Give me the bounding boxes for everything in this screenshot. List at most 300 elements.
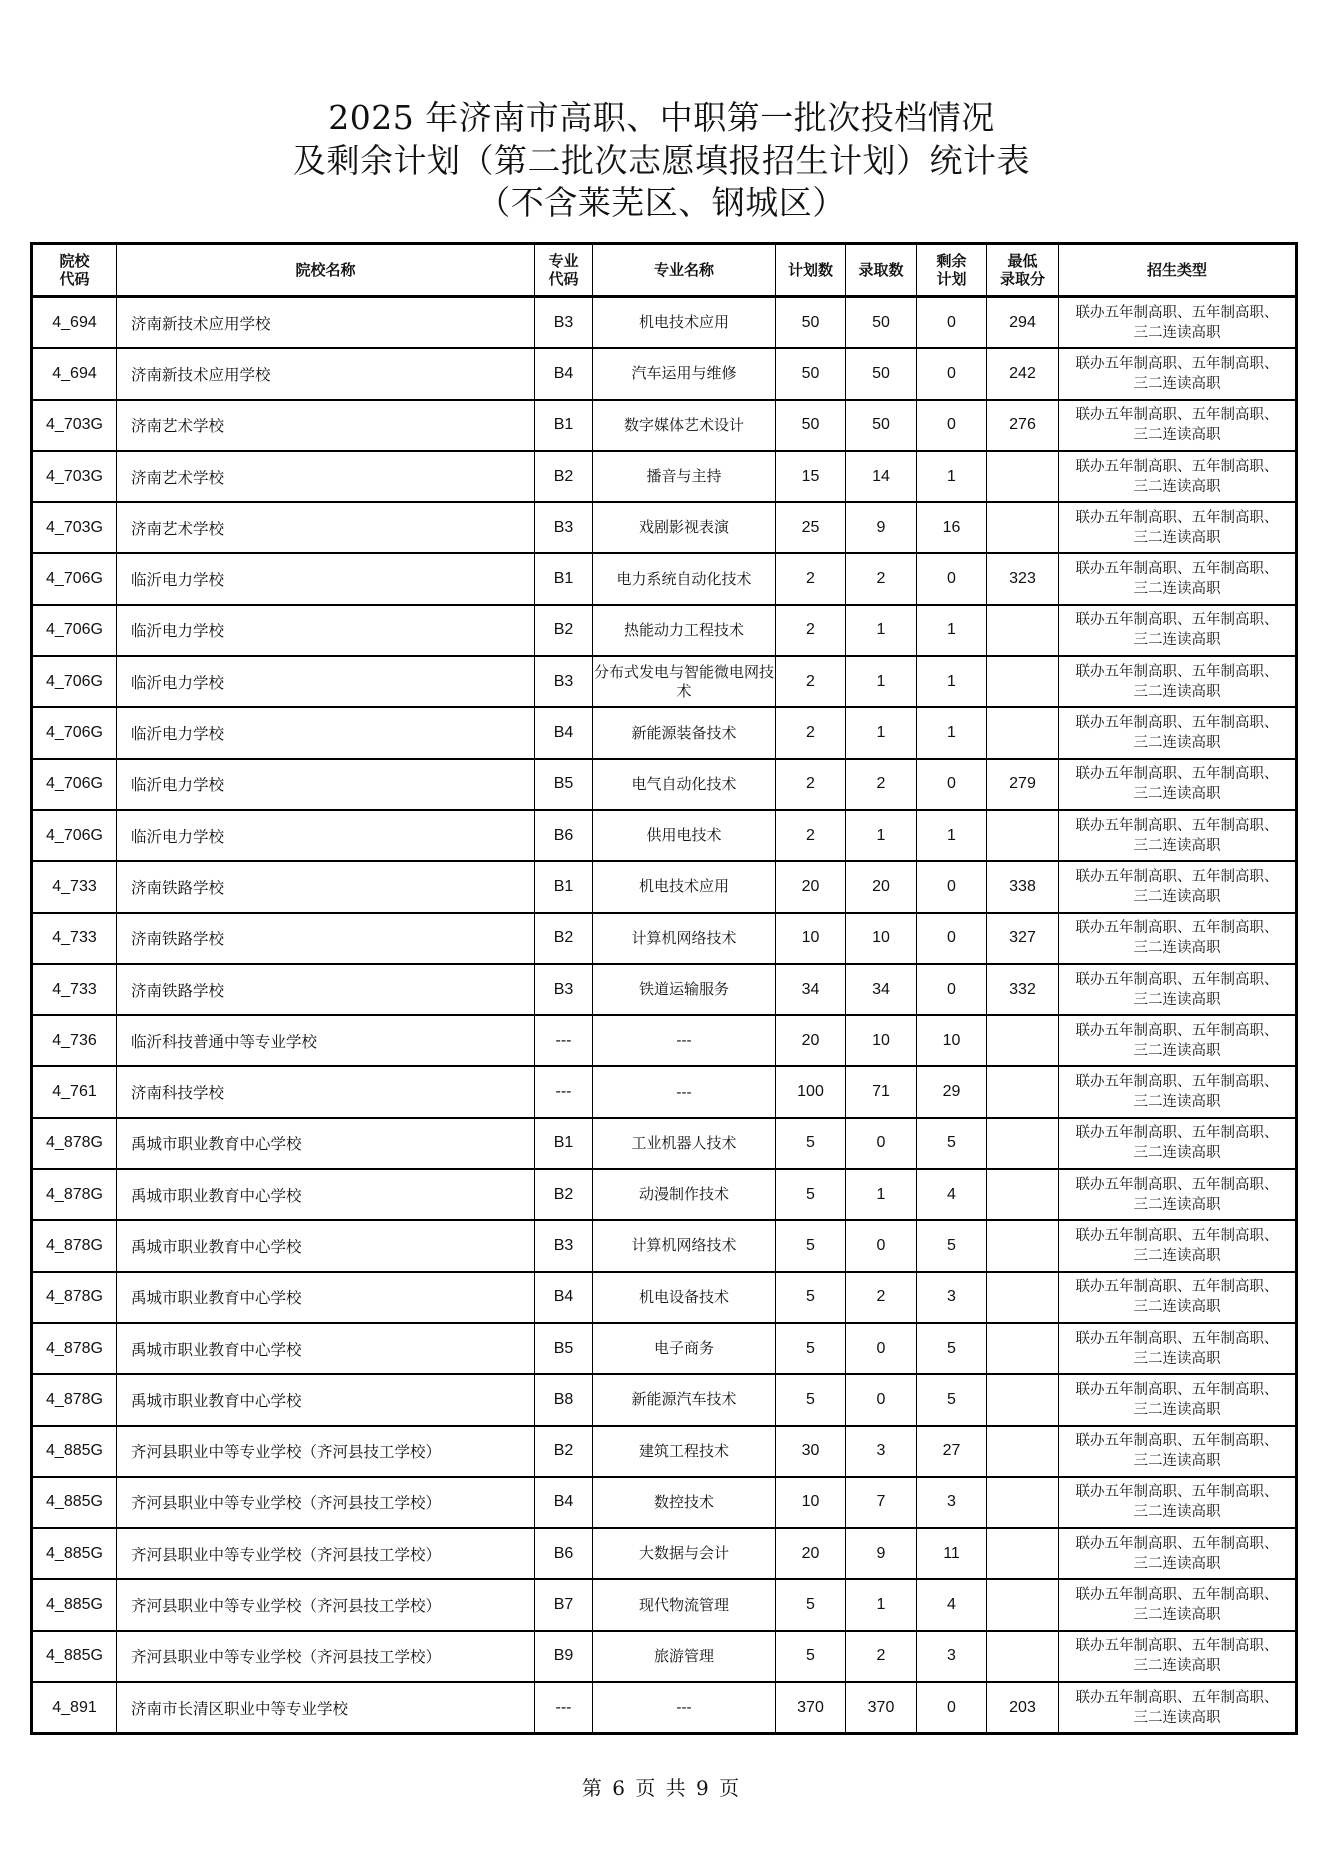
table-row <box>32 1015 1297 1066</box>
major-code-cell: B9 <box>535 1631 593 1682</box>
major-code-cell: B1 <box>535 553 593 604</box>
header-min-score: 最低 录取分 <box>987 244 1059 297</box>
table-row <box>32 1272 1297 1323</box>
enrollment-type-cell <box>1059 1426 1297 1477</box>
school-name-cell: 济南艺术学校 <box>117 400 535 451</box>
plan-count-cell: 20 <box>776 861 846 912</box>
plan-count-cell: 50 <box>776 400 846 451</box>
admitted-count-cell: 0 <box>846 1323 917 1374</box>
table-row <box>32 1426 1297 1477</box>
major-name-cell: 计算机网络技术 <box>593 913 776 964</box>
school-code-cell: 4_891 <box>32 1682 117 1734</box>
min-score-cell <box>987 1015 1059 1066</box>
enrollment-type-line-2: 三二连读高职 <box>1133 735 1221 752</box>
enrollment-type-cell <box>1059 297 1297 349</box>
school-name-cell: 临沂电力学校 <box>117 553 535 604</box>
admitted-count-cell: 2 <box>846 1272 917 1323</box>
enrollment-type-line-1: 联办五年制高职、五年制高职、 <box>1075 612 1279 629</box>
remaining-count-cell: 11 <box>917 1528 987 1579</box>
enrollment-type-cell <box>1059 1118 1297 1169</box>
major-name-cell: 戏剧影视表演 <box>593 502 776 553</box>
major-code-cell: B1 <box>535 400 593 451</box>
admitted-count-cell: 2 <box>846 553 917 604</box>
plan-count-cell: 10 <box>776 913 846 964</box>
table-row <box>32 605 1297 656</box>
min-score-cell <box>987 707 1059 758</box>
major-code-cell: B3 <box>535 502 593 553</box>
school-code-cell: 4_885G <box>32 1426 117 1477</box>
school-name-cell: 禹城市职业教育中心学校 <box>117 1323 535 1374</box>
remaining-count-cell: 0 <box>917 297 987 349</box>
school-name-cell: 禹城市职业教育中心学校 <box>117 1169 535 1220</box>
enrollment-type-cell <box>1059 1220 1297 1271</box>
table-row <box>32 297 1297 349</box>
admitted-count-cell: 71 <box>846 1066 917 1117</box>
enrollment-type-line-2: 三二连读高职 <box>1133 1042 1221 1059</box>
remaining-count-cell: 4 <box>917 1579 987 1630</box>
table-row <box>32 759 1297 810</box>
admission-table-container <box>30 242 1295 1735</box>
major-name-cell: 热能动力工程技术 <box>593 605 776 656</box>
plan-count-cell: 20 <box>776 1528 846 1579</box>
major-code-cell: --- <box>535 1682 593 1734</box>
enrollment-type-cell <box>1059 553 1297 604</box>
enrollment-type-cell <box>1059 1272 1297 1323</box>
plan-count-cell: 5 <box>776 1118 846 1169</box>
min-score-cell <box>987 1528 1059 1579</box>
school-name-cell: 济南铁路学校 <box>117 861 535 912</box>
major-code-cell: B1 <box>535 1118 593 1169</box>
admitted-count-cell: 2 <box>846 759 917 810</box>
school-name-cell: 临沂电力学校 <box>117 810 535 861</box>
major-name-cell: 供用电技术 <box>593 810 776 861</box>
major-code-cell: B4 <box>535 348 593 399</box>
enrollment-type-line-2: 三二连读高职 <box>1133 1709 1221 1726</box>
min-score-cell: 338 <box>987 861 1059 912</box>
major-name-cell: 分布式发电与智能微电网技术 <box>593 656 776 707</box>
enrollment-type-line-1: 联办五年制高职、五年制高职、 <box>1075 817 1279 834</box>
enrollment-type-line-1: 联办五年制高职、五年制高职、 <box>1075 1638 1279 1655</box>
plan-count-cell: 2 <box>776 553 846 604</box>
enrollment-type-cell <box>1059 502 1297 553</box>
remaining-count-cell: 0 <box>917 964 987 1015</box>
remaining-count-cell: 5 <box>917 1118 987 1169</box>
school-code-cell: 4_706G <box>32 553 117 604</box>
major-name-cell: 电气自动化技术 <box>593 759 776 810</box>
major-name-cell: --- <box>593 1015 776 1066</box>
page-title-line-2: 及剩余计划（第二批次志愿填报招生计划）统计表 <box>293 141 1030 180</box>
remaining-count-cell: 27 <box>917 1426 987 1477</box>
major-name-cell: 动漫制作技术 <box>593 1169 776 1220</box>
major-code-cell: B2 <box>535 1426 593 1477</box>
remaining-count-cell: 4 <box>917 1169 987 1220</box>
enrollment-type-line-2: 三二连读高职 <box>1133 1145 1221 1162</box>
major-name-cell: 汽车运用与维修 <box>593 348 776 399</box>
admitted-count-cell: 9 <box>846 1528 917 1579</box>
remaining-count-cell: 3 <box>917 1477 987 1528</box>
enrollment-type-cell <box>1059 964 1297 1015</box>
min-score-cell <box>987 1169 1059 1220</box>
major-name-cell: 机电技术应用 <box>593 297 776 349</box>
min-score-cell <box>987 605 1059 656</box>
enrollment-type-line-2: 三二连读高职 <box>1133 1196 1221 1213</box>
min-score-cell: 332 <box>987 964 1059 1015</box>
school-code-cell: 4_885G <box>32 1631 117 1682</box>
min-score-cell: 276 <box>987 400 1059 451</box>
min-score-cell <box>987 1323 1059 1374</box>
min-score-cell: 242 <box>987 348 1059 399</box>
plan-count-cell: 100 <box>776 1066 846 1117</box>
admitted-count-cell: 1 <box>846 1579 917 1630</box>
enrollment-type-cell <box>1059 707 1297 758</box>
table-row <box>32 1169 1297 1220</box>
header-remaining: 剩余 计划 <box>917 244 987 297</box>
min-score-cell: 279 <box>987 759 1059 810</box>
school-name-cell: 禹城市职业教育中心学校 <box>117 1118 535 1169</box>
remaining-count-cell: 1 <box>917 707 987 758</box>
plan-count-cell: 2 <box>776 759 846 810</box>
school-name-cell: 齐河县职业中等专业学校（齐河县技工学校） <box>117 1477 535 1528</box>
enrollment-type-cell <box>1059 451 1297 502</box>
min-score-cell <box>987 1118 1059 1169</box>
min-score-cell <box>987 1477 1059 1528</box>
remaining-count-cell: 0 <box>917 913 987 964</box>
school-code-cell: 4_878G <box>32 1374 117 1425</box>
admitted-count-cell: 1 <box>846 707 917 758</box>
enrollment-type-line-1: 联办五年制高职、五年制高职、 <box>1075 1227 1279 1244</box>
admitted-count-cell: 2 <box>846 1631 917 1682</box>
admitted-count-cell: 1 <box>846 1169 917 1220</box>
enrollment-type-line-1: 联办五年制高职、五年制高职、 <box>1075 1381 1279 1398</box>
admitted-count-cell: 0 <box>846 1118 917 1169</box>
enrollment-type-line-1: 联办五年制高职、五年制高职、 <box>1075 1176 1279 1193</box>
enrollment-type-line-1: 联办五年制高职、五年制高职、 <box>1075 561 1279 578</box>
table-row <box>32 451 1297 502</box>
enrollment-type-line-2: 三二连读高职 <box>1133 1401 1221 1418</box>
school-code-cell: 4_878G <box>32 1118 117 1169</box>
enrollment-type-line-2: 三二连读高职 <box>1133 529 1221 546</box>
enrollment-type-line-2: 三二连读高职 <box>1133 1607 1221 1624</box>
enrollment-type-line-2: 三二连读高职 <box>1133 888 1221 905</box>
enrollment-type-cell <box>1059 1323 1297 1374</box>
enrollment-type-line-2: 三二连读高职 <box>1133 1299 1221 1316</box>
enrollment-type-line-1: 联办五年制高职、五年制高职、 <box>1075 1279 1279 1296</box>
enrollment-type-line-2: 三二连读高职 <box>1133 1504 1221 1521</box>
school-code-cell: 4_694 <box>32 348 117 399</box>
enrollment-type-cell <box>1059 1066 1297 1117</box>
school-code-cell: 4_703G <box>32 400 117 451</box>
enrollment-type-cell <box>1059 348 1297 399</box>
major-code-cell: B2 <box>535 913 593 964</box>
enrollment-type-cell <box>1059 1682 1297 1734</box>
major-code-cell: B1 <box>535 861 593 912</box>
major-code-cell: --- <box>535 1015 593 1066</box>
school-name-cell: 临沂科技普通中等专业学校 <box>117 1015 535 1066</box>
header-major-name: 专业名称 <box>593 244 776 297</box>
remaining-count-cell: 5 <box>917 1323 987 1374</box>
remaining-count-cell: 16 <box>917 502 987 553</box>
enrollment-type-line-1: 联办五年制高职、五年制高职、 <box>1075 355 1279 372</box>
major-name-cell: 工业机器人技术 <box>593 1118 776 1169</box>
min-score-cell: 323 <box>987 553 1059 604</box>
major-name-cell: 机电技术应用 <box>593 861 776 912</box>
enrollment-type-line-2: 三二连读高职 <box>1133 1247 1221 1264</box>
enrollment-type-line-1: 联办五年制高职、五年制高职、 <box>1075 766 1279 783</box>
school-name-cell: 济南艺术学校 <box>117 451 535 502</box>
min-score-cell <box>987 656 1059 707</box>
enrollment-type-cell <box>1059 1015 1297 1066</box>
min-score-cell: 327 <box>987 913 1059 964</box>
enrollment-type-line-1: 联办五年制高职、五年制高职、 <box>1075 920 1279 937</box>
school-name-cell: 禹城市职业教育中心学校 <box>117 1220 535 1271</box>
page-title-line-1: 2025 年济南市高职、中职第一批次投档情况 <box>328 98 995 137</box>
admitted-count-cell: 50 <box>846 348 917 399</box>
enrollment-type-line-1: 联办五年制高职、五年制高职、 <box>1075 715 1279 732</box>
enrollment-type-line-2: 三二连读高职 <box>1133 1658 1221 1675</box>
school-name-cell: 临沂电力学校 <box>117 605 535 656</box>
plan-count-cell: 15 <box>776 451 846 502</box>
table-row <box>32 1682 1297 1734</box>
admitted-count-cell: 10 <box>846 1015 917 1066</box>
enrollment-type-line-2: 三二连读高职 <box>1133 1094 1221 1111</box>
header-plan: 计划数 <box>776 244 846 297</box>
page-title-line-3: （不含莱芜区、钢城区） <box>477 183 846 222</box>
school-name-cell: 齐河县职业中等专业学校（齐河县技工学校） <box>117 1631 535 1682</box>
enrollment-type-line-2: 三二连读高职 <box>1133 1453 1221 1470</box>
table-row <box>32 861 1297 912</box>
header-school-name: 院校名称 <box>117 244 535 297</box>
major-code-cell: B6 <box>535 1528 593 1579</box>
school-code-cell: 4_706G <box>32 656 117 707</box>
table-row <box>32 1579 1297 1630</box>
enrollment-type-line-1: 联办五年制高职、五年制高职、 <box>1075 1689 1279 1706</box>
remaining-count-cell: 1 <box>917 451 987 502</box>
remaining-count-cell: 0 <box>917 861 987 912</box>
school-name-cell: 济南科技学校 <box>117 1066 535 1117</box>
major-name-cell: 数控技术 <box>593 1477 776 1528</box>
table-row <box>32 1220 1297 1271</box>
major-name-cell: 机电设备技术 <box>593 1272 776 1323</box>
enrollment-type-cell <box>1059 1631 1297 1682</box>
enrollment-type-line-1: 联办五年制高职、五年制高职、 <box>1075 1125 1279 1142</box>
school-name-cell: 济南铁路学校 <box>117 913 535 964</box>
major-code-cell: B5 <box>535 1323 593 1374</box>
plan-count-cell: 50 <box>776 297 846 349</box>
school-code-cell: 4_706G <box>32 707 117 758</box>
enrollment-type-line-1: 联办五年制高职、五年制高职、 <box>1075 1022 1279 1039</box>
school-name-cell: 齐河县职业中等专业学校（齐河县技工学校） <box>117 1528 535 1579</box>
enrollment-type-line-2: 三二连读高职 <box>1133 1555 1221 1572</box>
remaining-count-cell: 3 <box>917 1272 987 1323</box>
admitted-count-cell: 1 <box>846 656 917 707</box>
enrollment-type-line-1: 联办五年制高职、五年制高职、 <box>1075 1535 1279 1552</box>
table-row <box>32 964 1297 1015</box>
school-name-cell: 禹城市职业教育中心学校 <box>117 1272 535 1323</box>
admitted-count-cell: 9 <box>846 502 917 553</box>
remaining-count-cell: 0 <box>917 400 987 451</box>
enrollment-type-cell <box>1059 1579 1297 1630</box>
admitted-count-cell: 1 <box>846 810 917 861</box>
min-score-cell <box>987 1220 1059 1271</box>
school-code-cell: 4_733 <box>32 964 117 1015</box>
admitted-count-cell: 3 <box>846 1426 917 1477</box>
school-code-cell: 4_733 <box>32 913 117 964</box>
major-name-cell: 现代物流管理 <box>593 1579 776 1630</box>
min-score-cell <box>987 1066 1059 1117</box>
header-major-code: 专业 代码 <box>535 244 593 297</box>
major-code-cell: B2 <box>535 605 593 656</box>
enrollment-type-line-2: 三二连读高职 <box>1133 478 1221 495</box>
major-name-cell: 建筑工程技术 <box>593 1426 776 1477</box>
school-code-cell: 4_885G <box>32 1579 117 1630</box>
remaining-count-cell: 29 <box>917 1066 987 1117</box>
min-score-cell <box>987 502 1059 553</box>
min-score-cell <box>987 1579 1059 1630</box>
remaining-count-cell: 0 <box>917 348 987 399</box>
major-name-cell: 新能源汽车技术 <box>593 1374 776 1425</box>
enrollment-type-cell <box>1059 810 1297 861</box>
school-name-cell: 临沂电力学校 <box>117 656 535 707</box>
min-score-cell <box>987 1272 1059 1323</box>
admitted-count-cell: 20 <box>846 861 917 912</box>
remaining-count-cell: 0 <box>917 759 987 810</box>
enrollment-type-line-1: 联办五年制高职、五年制高职、 <box>1075 1587 1279 1604</box>
school-name-cell: 济南铁路学校 <box>117 964 535 1015</box>
enrollment-type-line-2: 三二连读高职 <box>1133 940 1221 957</box>
plan-count-cell: 2 <box>776 656 846 707</box>
plan-count-cell: 2 <box>776 810 846 861</box>
admitted-count-cell: 10 <box>846 913 917 964</box>
admission-table <box>30 242 1298 1735</box>
min-score-cell <box>987 451 1059 502</box>
header-admitted: 录取数 <box>846 244 917 297</box>
enrollment-type-cell <box>1059 1374 1297 1425</box>
school-code-cell: 4_885G <box>32 1528 117 1579</box>
major-code-cell: B3 <box>535 297 593 349</box>
table-row <box>32 1323 1297 1374</box>
school-code-cell: 4_761 <box>32 1066 117 1117</box>
school-name-cell: 临沂电力学校 <box>117 707 535 758</box>
school-name-cell: 齐河县职业中等专业学校（齐河县技工学校） <box>117 1579 535 1630</box>
plan-count-cell: 25 <box>776 502 846 553</box>
table-row <box>32 348 1297 399</box>
major-code-cell: B4 <box>535 1272 593 1323</box>
remaining-count-cell: 5 <box>917 1374 987 1425</box>
major-name-cell: 电力系统自动化技术 <box>593 553 776 604</box>
enrollment-type-cell <box>1059 605 1297 656</box>
enrollment-type-cell <box>1059 400 1297 451</box>
table-row <box>32 913 1297 964</box>
school-code-cell: 4_878G <box>32 1272 117 1323</box>
school-code-cell: 4_703G <box>32 502 117 553</box>
admitted-count-cell: 34 <box>846 964 917 1015</box>
page-footer: 第 6 页 共 9 页 <box>581 1776 742 1800</box>
enrollment-type-line-1: 联办五年制高职、五年制高职、 <box>1075 1074 1279 1091</box>
major-code-cell: B4 <box>535 1477 593 1528</box>
enrollment-type-line-2: 三二连读高职 <box>1133 991 1221 1008</box>
school-code-cell: 4_736 <box>32 1015 117 1066</box>
plan-count-cell: 5 <box>776 1220 846 1271</box>
school-name-cell: 济南艺术学校 <box>117 502 535 553</box>
enrollment-type-line-1: 联办五年制高职、五年制高职、 <box>1075 868 1279 885</box>
remaining-count-cell: 1 <box>917 656 987 707</box>
table-row <box>32 1477 1297 1528</box>
major-name-cell: 数字媒体艺术设计 <box>593 400 776 451</box>
admitted-count-cell: 50 <box>846 400 917 451</box>
enrollment-type-line-1: 联办五年制高职、五年制高职、 <box>1075 663 1279 680</box>
school-code-cell: 4_706G <box>32 810 117 861</box>
major-code-cell: B3 <box>535 656 593 707</box>
major-name-cell: 铁道运输服务 <box>593 964 776 1015</box>
school-name-cell: 济南新技术应用学校 <box>117 297 535 349</box>
school-code-cell: 4_878G <box>32 1220 117 1271</box>
major-code-cell: B3 <box>535 964 593 1015</box>
enrollment-type-cell <box>1059 861 1297 912</box>
enrollment-type-line-1: 联办五年制高职、五年制高职、 <box>1075 407 1279 424</box>
enrollment-type-cell <box>1059 1528 1297 1579</box>
school-code-cell: 4_878G <box>32 1169 117 1220</box>
plan-count-cell: 5 <box>776 1169 846 1220</box>
enrollment-type-line-2: 三二连读高职 <box>1133 683 1221 700</box>
remaining-count-cell: 3 <box>917 1631 987 1682</box>
school-name-cell: 齐河县职业中等专业学校（齐河县技工学校） <box>117 1426 535 1477</box>
table-row <box>32 1374 1297 1425</box>
min-score-cell: 294 <box>987 297 1059 349</box>
major-code-cell: B4 <box>535 707 593 758</box>
enrollment-type-line-2: 三二连读高职 <box>1133 324 1221 341</box>
enrollment-type-line-2: 三二连读高职 <box>1133 375 1221 392</box>
admitted-count-cell: 14 <box>846 451 917 502</box>
school-name-cell: 济南新技术应用学校 <box>117 348 535 399</box>
table-row <box>32 1528 1297 1579</box>
major-code-cell: B7 <box>535 1579 593 1630</box>
remaining-count-cell: 1 <box>917 605 987 656</box>
major-code-cell: B8 <box>535 1374 593 1425</box>
plan-count-cell: 370 <box>776 1682 846 1734</box>
school-name-cell: 禹城市职业教育中心学校 <box>117 1374 535 1425</box>
plan-count-cell: 30 <box>776 1426 846 1477</box>
remaining-count-cell: 0 <box>917 1682 987 1734</box>
min-score-cell <box>987 1631 1059 1682</box>
table-row <box>32 707 1297 758</box>
enrollment-type-line-1: 联办五年制高职、五年制高职、 <box>1075 1433 1279 1450</box>
admitted-count-cell: 0 <box>846 1220 917 1271</box>
min-score-cell: 203 <box>987 1682 1059 1734</box>
major-code-cell: --- <box>535 1066 593 1117</box>
plan-count-cell: 5 <box>776 1631 846 1682</box>
plan-count-cell: 50 <box>776 348 846 399</box>
min-score-cell <box>987 1426 1059 1477</box>
major-code-cell: B5 <box>535 759 593 810</box>
admitted-count-cell: 7 <box>846 1477 917 1528</box>
major-name-cell: 大数据与会计 <box>593 1528 776 1579</box>
remaining-count-cell: 0 <box>917 553 987 604</box>
table-row <box>32 553 1297 604</box>
school-code-cell: 4_733 <box>32 861 117 912</box>
major-name-cell: --- <box>593 1066 776 1117</box>
admitted-count-cell: 0 <box>846 1374 917 1425</box>
enrollment-type-line-1: 联办五年制高职、五年制高职、 <box>1075 509 1279 526</box>
enrollment-type-line-1: 联办五年制高职、五年制高职、 <box>1075 304 1279 321</box>
table-row <box>32 502 1297 553</box>
table-row <box>32 1118 1297 1169</box>
header-row <box>32 244 1297 297</box>
plan-count-cell: 20 <box>776 1015 846 1066</box>
table-row <box>32 1066 1297 1117</box>
major-name-cell: 播音与主持 <box>593 451 776 502</box>
enrollment-type-line-2: 三二连读高职 <box>1133 837 1221 854</box>
enrollment-type-line-2: 三二连读高职 <box>1133 1350 1221 1367</box>
